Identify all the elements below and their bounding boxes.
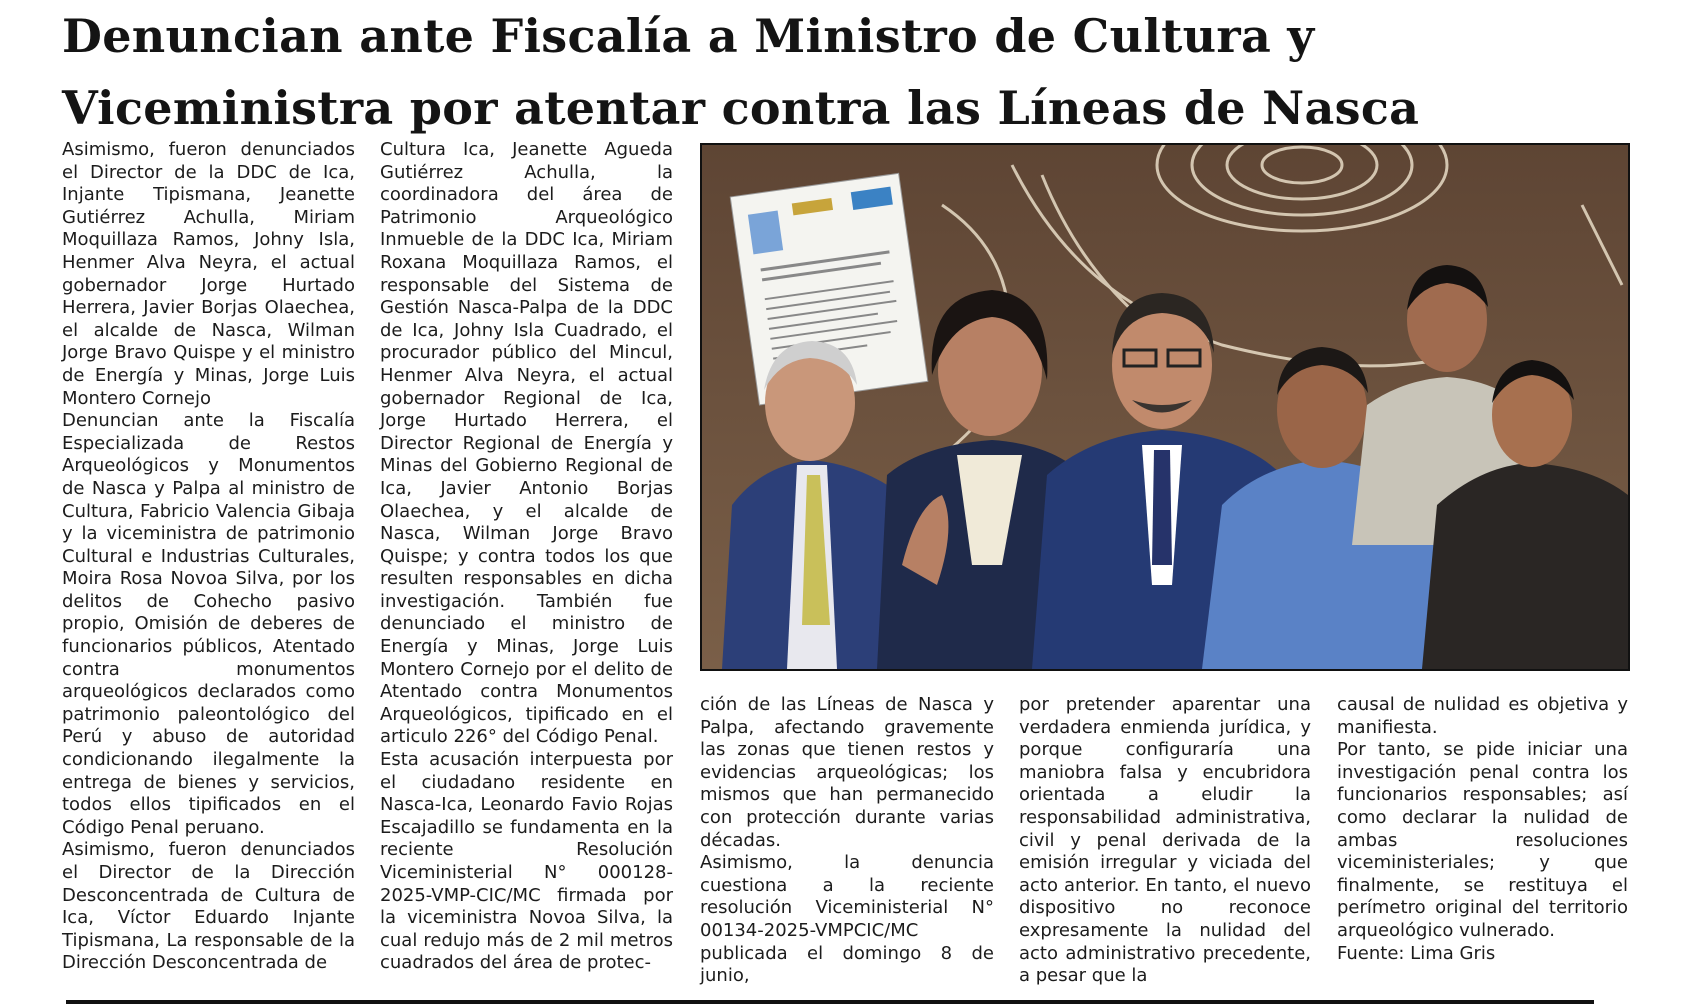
paragraph: Asimismo, fueron denunciados el Director de la Dirección Desconcentrada de Cultura de Ica, Víctor Eduardo Injante Tipismana, La responsable de la Dirección Desconcentrada de	[62, 839, 355, 974]
source-credit: Fuente: Lima Gris	[1337, 942, 1496, 964]
article-photo	[700, 143, 1630, 671]
article-column-2	[380, 139, 673, 975]
photo-collage	[702, 145, 1628, 669]
paragraph: Esta acusación interpuesta por el ciudadano residente en Nasca-Ica, Leonardo Favio Rojas Escajadillo se fundamenta en la reciente Resolución Viceministerial N° 000128-2025-VMP-CIC/MC firmada por la viceministra Novoa Silva, la cual redujo más de 2 mil metros cuadrados del área de protec-	[380, 749, 673, 974]
paragraph: causal de nulidad es objetiva y manifiesta.	[1337, 694, 1628, 738]
headline: Denuncian ante Fiscalía a Ministro de Cultura y Viceministra por atentar contra las Líneas de Nasca	[62, 9, 1420, 135]
paragraph: Cultura Ica, Jeanette Agueda Gutiérrez Achulla, la coordinadora del área de Patrimonio Arqueológico Inmueble de la DDC Ica, Miriam Roxana Moquillaza Ramos, el responsable del Sistema de Gestión Nasca-Palpa de la DDC de Ica, Johny Isla Cuadrado, el procurador público del Mincul, Henmer Alva Neyra, el actual gobernador Regional de Ica, Jorge Hurtado Herrera, el Director Regional de Energía y Minas del Gobierno Regional de Ica, Javier Antonio Borjas Olaechea, y el alcalde de Nasca, Wilman Jorge Bravo Quispe; y contra todos los que resulten responsables en dicha investigación. También fue denunciado el ministro de Energía y Minas, Jorge Luis Montero Cornejo por el delito de Atentado contra Monumentos Arqueológicos, tipificado en el articulo 226° del Código Penal.	[380, 139, 673, 748]
paragraph: Denuncian ante la Fiscalía Especializada de Restos Arqueológicos y Monumentos de Nasca y Palpa al ministro de Cultura, Fabricio Valencia Gibaja y la viceministra de patrimonio Cultural e Industrias Culturales, Moira Rosa Novoa Silva, por los delitos de Cohecho pasivo propio, Omisión de deberes de funcionarios públicos, Atentado contra monumentos arqueológicos declarados como patrimonio paleontológico del Perú y abuso de autoridad condicionando ilegalmente la entrega de bienes y servicios, todos ellos tipificados en el Código Penal peruano.	[62, 410, 355, 838]
paragraph: Asimismo, fueron denunciados el Director de la DDC de Ica, Injante Tipismana, Jeanette Gutiérrez Achulla, Miriam Moquillaza Ramos, Johny Isla, Henmer Alva Neyra, el actual gobernador Jorge Hurtado Herrera, Javier Borjas Olaechea, el alcalde de Nasca, Wilman Jorge Bravo Quispe y el ministro de Energía y Minas, Jorge Luis Montero Cornejo	[62, 139, 355, 409]
article-column-5	[1337, 694, 1628, 965]
article-column-4	[1019, 694, 1311, 988]
paragraph: Por tanto, se pide iniciar una investigación penal contra los funcionarios responsables; así como declarar la nulidad de ambas resoluciones viceministeriales; y que finalmente, se restituya el perímetro original del territorio arqueológico vulnerado.	[1337, 739, 1628, 941]
paragraph: por pretender aparentar una verdadera enmienda jurídica, y porque configuraría una maniobra falsa y encubridora orientada a eludir la responsabilidad administrativa, civil y penal derivada de la emisión irregular y viciada del acto anterior. En tanto, el nuevo dispositivo no reconoce expresamente la nulidad del acto administrativo precedente, a pesar que la	[1019, 694, 1311, 987]
bottom-rule	[66, 1000, 1594, 1004]
paragraph: Asimismo, la denuncia cuestiona a la reciente resolución Viceministerial N° 00134-2025-VMPCIC/MC publicada el domingo 8 de junio,	[700, 852, 994, 987]
paragraph: ción de las Líneas de Nasca y Palpa, afectando gravemente las zonas que tienen restos y evidencias arqueológicas; los mismos que han permanecido con protección durante varias décadas.	[700, 694, 994, 851]
article-column-1	[62, 139, 355, 975]
article-column-3	[700, 694, 994, 988]
